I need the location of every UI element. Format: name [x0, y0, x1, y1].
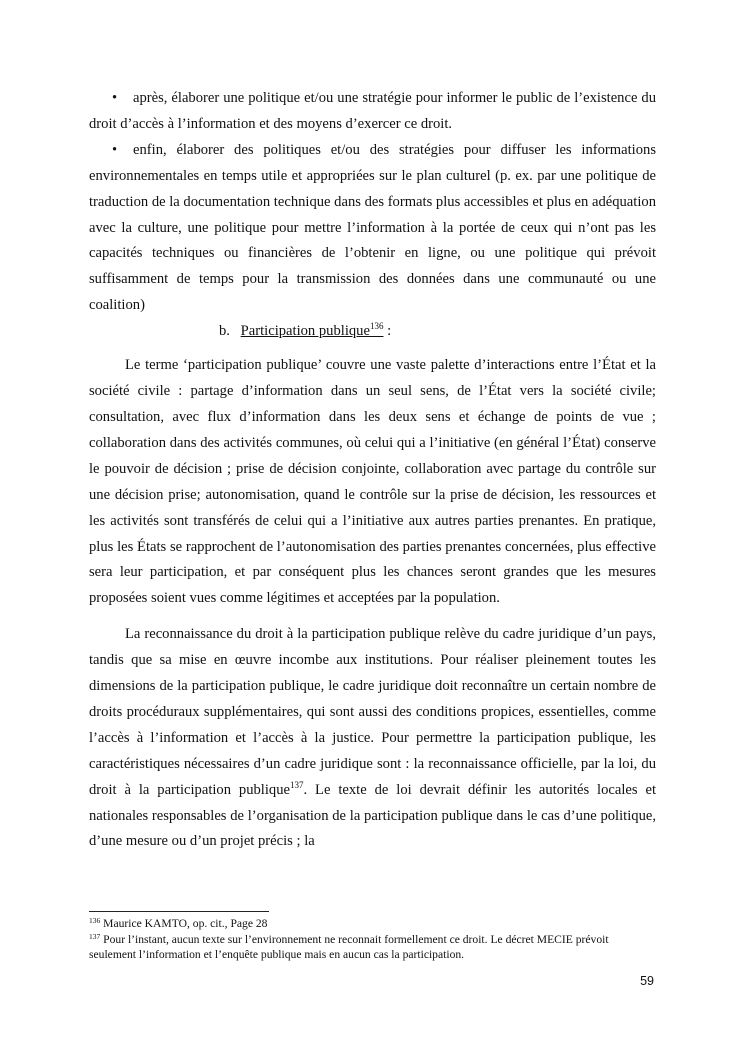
footnote-136 [89, 916, 656, 932]
section-heading [89, 319, 656, 345]
footnote-ref-137[interactable]: 137 [290, 779, 304, 790]
section-title [241, 323, 384, 339]
paragraph-participation-definition: Le terme ‘participation publique’ couvre une vaste palette d’interactions entre l’État et la société civile : partage d’information dans un seul sens, de l’État vers la société civile; consultation, avec flux d’information dans les deux sens et échange de points de vue ; collaboration dans des activités communes, où celui qui a l’initiative (en général l’État) conserve le pouvoir de décision ; prise de décision conjointe, collaboration avec partage du contrôle sur une décision prise; autonomisation, quand le contrôle sur la prise de décision, les ressources et les activités sont transférés de celui qui a l’initiative aux autres parties prenantes. En pratique, plus les États se rapprochent de l’autonomisation des parties prenantes concernées, plus effective sera leur participation, et par conséquent plus les chances seront grandes que les mesures proposées soient vues comme légitimes et acceptées par la population. [89, 357, 656, 607]
footnote-ref-136[interactable]: 136 [369, 321, 384, 332]
page-number: 59 [640, 974, 654, 988]
bullet-item [89, 138, 656, 319]
footnotes [89, 916, 656, 963]
bullet-text: enfin, élaborer des politiques et/ou des stratégies pour diffuser les informations environnementales en temps utile et appropriées sur le plan culturel (p. ex. par une politique de traduction de la documentation technique dans des formats plus accessibles et plus en adéquation avec la culture, une politique pour mettre l’information à la portée de ceux qui n’ont pas les capacités techniques ou financières de l’obtenir en ligne, ou une politique qui prévoit suffisamment de temps pour la transmission des données dans une communauté ou une coalition) [89, 141, 656, 314]
paragraph-legal-framework [89, 622, 656, 855]
footnote-text: Maurice KAMTO, op. cit., Page 28 [100, 917, 268, 930]
paragraph-text: . Le texte de loi devrait définir les autorités locales et nationales responsables de l’organisation de la participation publique dans le cas d’une politique, d’une mesure ou d’un projet précis ; la [89, 781, 656, 850]
paragraph-text: La reconnaissance du droit à la participation publique relève du cadre juridique d’un pays, tandis que sa mise en œuvre incombe aux institutions. Pour réaliser pleinement toutes les dimensions de la participation publique, le cadre juridique doit reconnaître un certain nombre de droits procéduraux supplémentaires, qui sont aussi des conditions propices, essentielles, comme l’accès à l’information et l’accès à la justice. Pour permettre la participation publique, les caractéristiques nécessaires d’un cadre juridique sont : la reconnaissance officielle, par la loi, du droit à la participation publique [89, 626, 656, 798]
footnote-text: Pour l’instant, aucun texte sur l’environnement ne reconnait formellement ce droit. Le décret MECIE prévoit seulement l’information et l’enquête publique mais en aucun cas la participation. [89, 932, 609, 961]
section-number: b. [219, 323, 230, 340]
footnote-number: 137 [89, 931, 101, 941]
bullet-icon: • [112, 90, 118, 106]
bullet-icon: • [112, 141, 118, 158]
bullet-text: après, élaborer une politique et/ou une stratégie pour informer le public de l’existence du droit d’accès à l’information et des moyens d’exercer ce droit. [89, 90, 656, 132]
footnote-divider [89, 911, 269, 912]
section-suffix: : [383, 323, 392, 340]
footnote-number: 136 [89, 916, 101, 925]
section-title-text: Participation publique [240, 323, 370, 340]
body-text [89, 86, 656, 855]
bullet-item [89, 86, 656, 138]
footnote-137 [89, 932, 656, 963]
